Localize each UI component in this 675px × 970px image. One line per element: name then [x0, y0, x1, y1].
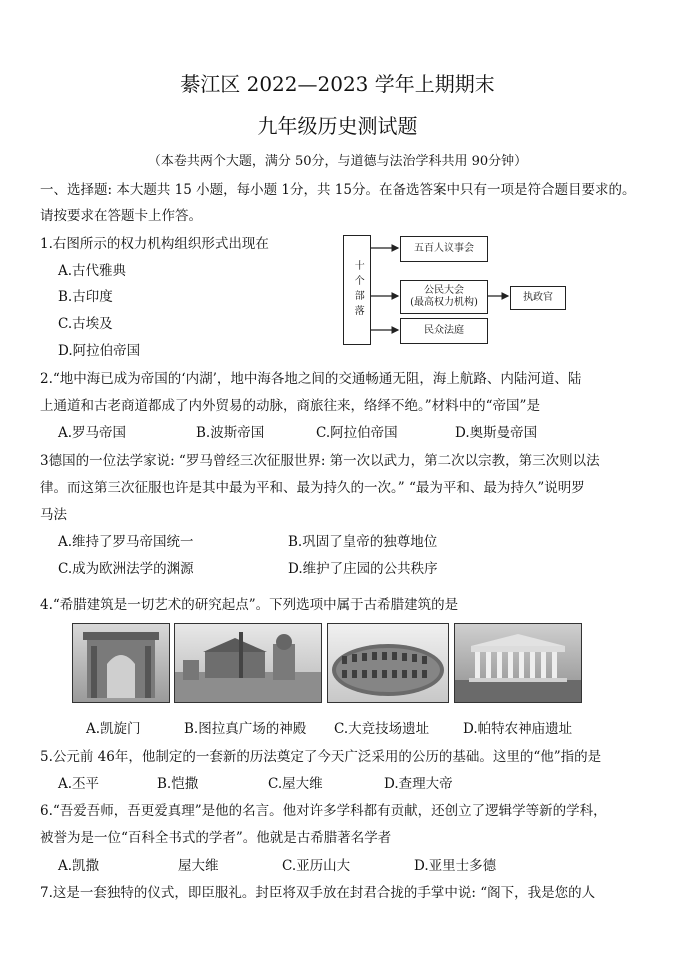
exam-note: （本卷共两个大题，满分 50分，与道德与法治学科共用 90分钟） — [147, 154, 528, 169]
q7-line1: 7.这是一套独特的仪式，即臣服礼。封臣将双手放在封君合拢的手掌中说: “阁下，我是您的人 — [40, 885, 596, 901]
q3-option-a: A.维持了罗马帝国统一 — [58, 534, 194, 550]
diagram-assembly-name: 公民大会 — [424, 284, 464, 296]
exam-subtitle: 九年级历史测试题 — [257, 114, 418, 138]
q1-stem: 1.右图所示的权力机构组织形式出现在 — [40, 236, 269, 252]
q1-option-d: D.阿拉伯帝国 — [58, 343, 141, 359]
q4-option-d: D.帕特农神庙遗址 — [463, 721, 573, 737]
q6-option-b: 屋大维 — [178, 858, 219, 874]
parthenon-photo — [454, 623, 582, 703]
power-structure-diagram — [340, 232, 580, 352]
colosseum-photo — [327, 623, 449, 703]
q4-stem: 4.“希腊建筑是一切艺术的研究起点”。下列选项中属于古希腊建筑的是 — [40, 597, 459, 613]
diagram-court: 民众法庭 — [400, 318, 488, 344]
q6-line1: 6.“吾爱吾师，吾更爱真理”是他的名言。他对许多学科都有贡献，还创立了逻辑学等新的学科， — [40, 803, 607, 819]
diagram-council-500: 五百人议事会 — [400, 236, 488, 262]
forum-temple-image — [175, 624, 321, 702]
q5-option-b: B.恺撒 — [157, 776, 199, 792]
parthenon-image — [455, 624, 581, 702]
q3-line3: 马法 — [40, 507, 67, 523]
q5-stem: 5.公元前 46年，他制定的一套新的历法奠定了今天广泛采用的公历的基础。这里的“他”指的是 — [40, 749, 602, 765]
q3-option-d: D.维护了庄园的公共秩序 — [288, 561, 438, 577]
q5-option-d: D.查理大帝 — [384, 776, 453, 792]
q2-option-b: B.波斯帝国 — [196, 425, 265, 441]
exam-title: 綦江区 2022—2023 学年上期期末 — [180, 72, 495, 96]
q4-option-a: A.凯旋门 — [86, 721, 141, 737]
diagram-assembly-desc: (最高权力机构) — [410, 297, 478, 308]
q3-line1: 3德国的一位法学家说: “罗马曾经三次征服世界: 第一次以武力，第二次以宗教，第三次则以法 — [40, 453, 600, 469]
q3-line2: 律。而这第三次征服也许是其中最为平和、最为持久的一次。” “最为平和、最为持久”说明罗 — [40, 480, 585, 496]
triumphal-arch-image — [73, 624, 169, 702]
q2-line1: 2.“地中海已成为帝国的‘内湖’，地中海各地之间的交通畅通无阻，海上航路、内陆河道、陆 — [40, 371, 582, 387]
colosseum-image — [328, 624, 448, 702]
q5-option-a: A.丕平 — [58, 776, 100, 792]
q5-option-c: C.屋大维 — [268, 776, 323, 792]
q4-option-b: B.图拉真广场的神殿 — [184, 721, 307, 737]
q6-option-c: C.亚历山大 — [282, 858, 351, 874]
arch-photo — [72, 623, 170, 703]
q6-line2: 被誉为是一位“百科全书式的学者”。他就是古希腊著名学者 — [40, 830, 392, 846]
diagram-ten-tribes-label: 十个部落 — [352, 260, 364, 320]
q2-option-a: A.罗马帝国 — [58, 425, 127, 441]
q2-option-d: D.奥斯曼帝国 — [455, 425, 538, 441]
q2-line2: 上通道和古老商道都成了内外贸易的动脉，商旅往来，络绎不绝。”材料中的“帝国”是 — [40, 398, 540, 414]
q4-option-c: C.大竞技场遗址 — [334, 721, 430, 737]
q3-option-c: C.成为欧洲法学的渊源 — [58, 561, 194, 577]
q3-option-b: B.巩固了皇帝的独尊地位 — [288, 534, 438, 550]
section-instructions-cont: 请按要求在答题卡上作答。 — [40, 208, 202, 224]
q1-option-b: B.古印度 — [58, 289, 113, 305]
q2-option-c: C.阿拉伯帝国 — [316, 425, 398, 441]
diagram-ten-tribes — [343, 235, 371, 345]
q1-option-c: C.古埃及 — [58, 316, 113, 332]
q6-option-a: A.凯撒 — [58, 858, 100, 874]
q6-option-d: D.亚里士多德 — [414, 858, 497, 874]
trajan-forum-photo — [174, 623, 322, 703]
section-instructions: 一、选择题: 本大题共 15 小题，每小题 1分，共 15分。在备选答案中只有一项是符合题目要求的。 — [40, 182, 636, 198]
diagram-assembly — [400, 280, 488, 314]
q1-option-a: A.古代雅典 — [58, 263, 127, 279]
diagram-archon: 执政官 — [510, 286, 566, 310]
